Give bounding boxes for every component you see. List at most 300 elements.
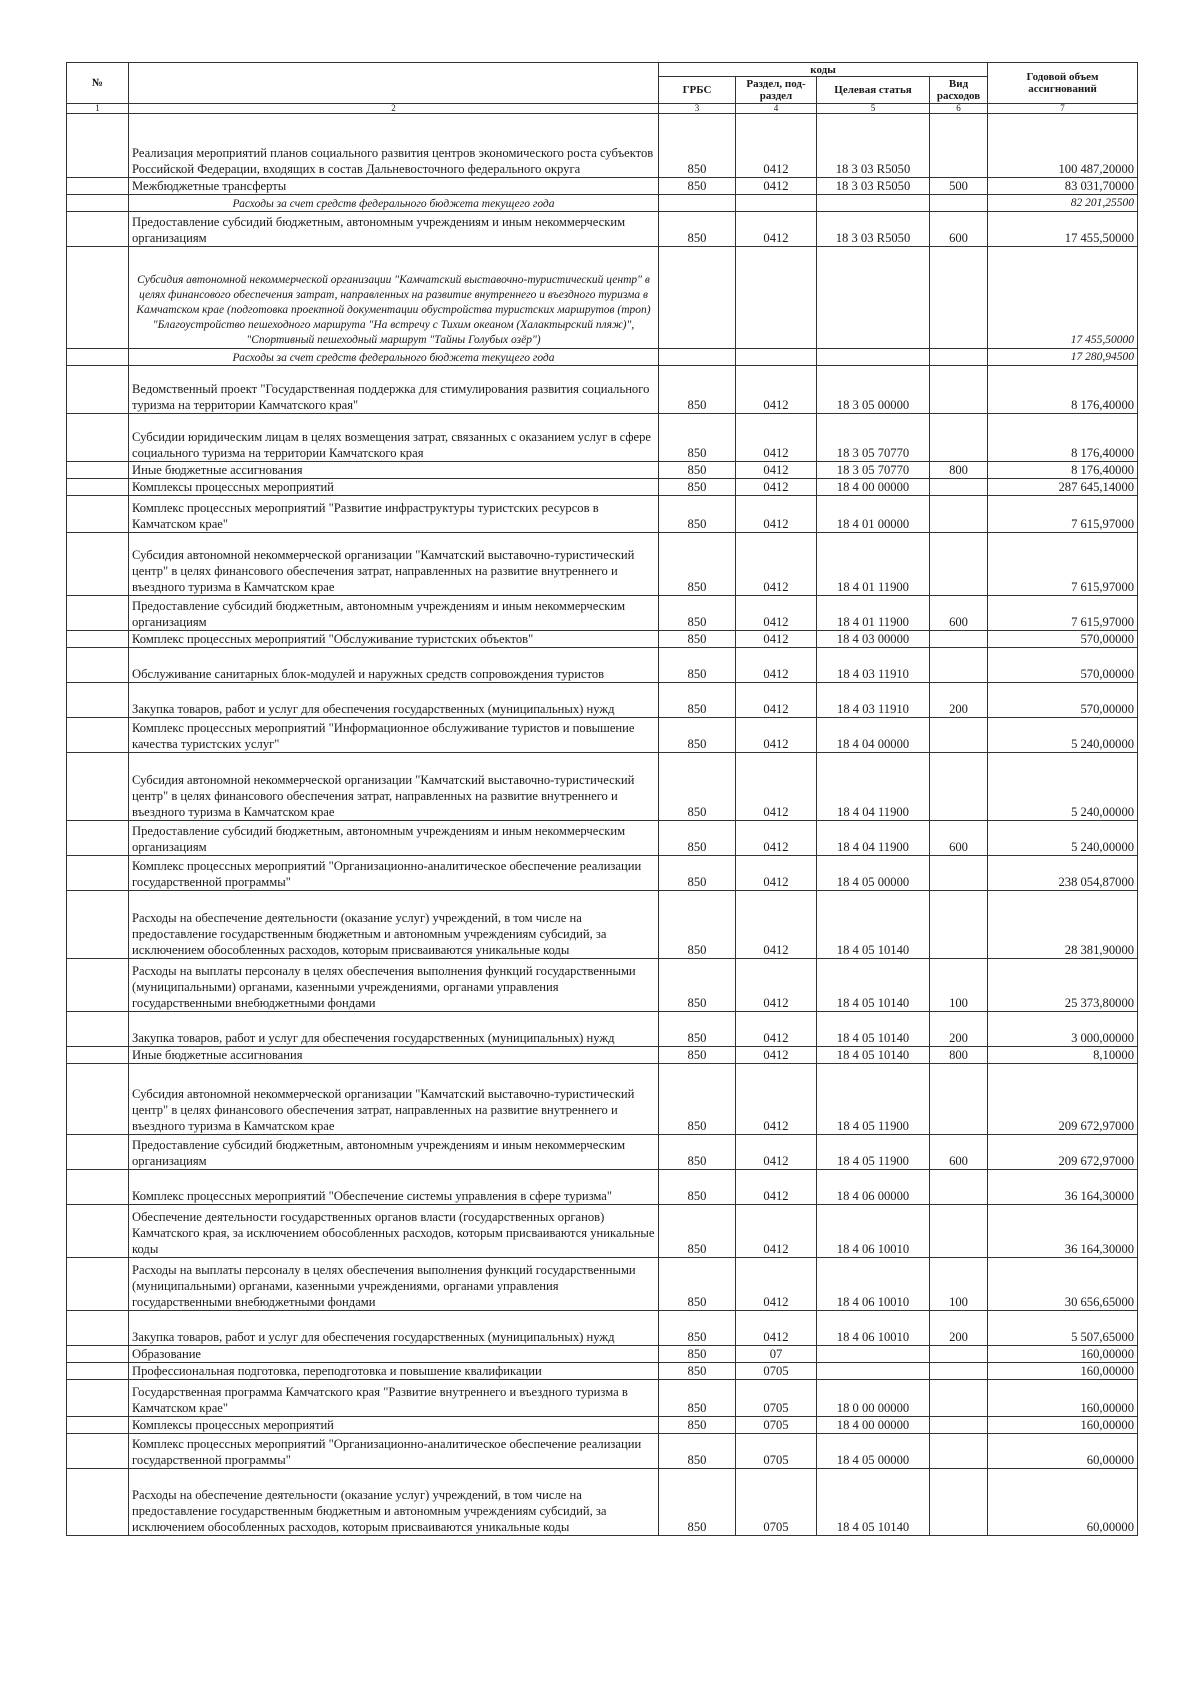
table-row: [67, 1380, 1138, 1417]
row-target-article: 18 4 04 11900: [817, 753, 930, 821]
row-target-article: 18 4 05 10140: [817, 891, 930, 959]
row-name: Закупка товаров, работ и услуг для обеспечения государственных (муниципальных) нужд: [129, 1311, 659, 1346]
row-name: Закупка товаров, работ и услуг для обеспечения государственных (муниципальных) нужд: [129, 683, 659, 718]
colnum: 7: [988, 104, 1138, 114]
row-section: 0412: [736, 648, 817, 683]
row-expense-kind: 600: [930, 596, 988, 631]
row-grbs: 850: [659, 414, 736, 462]
table-row: [67, 718, 1138, 753]
table-row: [67, 366, 1138, 414]
row-target-article: [817, 195, 930, 212]
row-expense-kind: 800: [930, 462, 988, 479]
row-expense-kind: [930, 856, 988, 891]
row-grbs: 850: [659, 959, 736, 1012]
header-target: Целевая статья: [817, 77, 930, 104]
row-section: 0412: [736, 596, 817, 631]
row-expense-kind: 100: [930, 959, 988, 1012]
row-expense-kind: [930, 414, 988, 462]
row-number: [67, 1434, 129, 1469]
row-section: 0412: [736, 496, 817, 533]
header-section: Раздел, под-раздел: [736, 77, 817, 104]
row-expense-kind: [930, 718, 988, 753]
table-row: [67, 195, 1138, 212]
row-name: Субсидия автономной некоммерческой организации "Камчатский выставочно-туристический центр" в целях финансового обеспечения затрат, направленных на развитие внутреннего и въездного туризма в Камчатском крае: [129, 753, 659, 821]
row-section: 0412: [736, 114, 817, 178]
table-row: [67, 1012, 1138, 1047]
colnum: 3: [659, 104, 736, 114]
row-target-article: 18 4 06 10010: [817, 1311, 930, 1346]
row-expense-kind: 200: [930, 683, 988, 718]
table-row: [67, 821, 1138, 856]
row-expense-kind: 600: [930, 1135, 988, 1170]
row-amount: 83 031,70000: [988, 178, 1138, 195]
row-grbs: 850: [659, 212, 736, 247]
row-section: 0412: [736, 631, 817, 648]
row-expense-kind: [930, 1346, 988, 1363]
table-row: [67, 1258, 1138, 1311]
table-row: [67, 533, 1138, 596]
row-expense-kind: 600: [930, 212, 988, 247]
row-number: [67, 596, 129, 631]
row-name: Комплекс процессных мероприятий "Обеспечение системы управления в сфере туризма": [129, 1170, 659, 1205]
row-target-article: 18 4 01 00000: [817, 496, 930, 533]
row-expense-kind: [930, 1417, 988, 1434]
row-target-article: 18 0 00 00000: [817, 1380, 930, 1417]
row-grbs: 850: [659, 1434, 736, 1469]
row-target-article: 18 3 05 70770: [817, 414, 930, 462]
row-expense-kind: [930, 1469, 988, 1536]
row-number: [67, 631, 129, 648]
table-row: [67, 1135, 1138, 1170]
row-number: [67, 1469, 129, 1536]
row-name: Реализация мероприятий планов социального развития центров экономического роста субъектов Российской Федерации, входящих в состав Дальневосточного федерального округа: [129, 114, 659, 178]
row-section: 0705: [736, 1469, 817, 1536]
row-amount: 5 507,65000: [988, 1311, 1138, 1346]
row-section: [736, 247, 817, 349]
table-row: [67, 414, 1138, 462]
header-no: №: [67, 63, 129, 104]
row-grbs: 850: [659, 596, 736, 631]
row-expense-kind: 600: [930, 821, 988, 856]
row-grbs: 850: [659, 856, 736, 891]
row-amount: 5 240,00000: [988, 753, 1138, 821]
row-amount: 160,00000: [988, 1363, 1138, 1380]
row-amount: 7 615,97000: [988, 596, 1138, 631]
row-section: 0705: [736, 1434, 817, 1469]
colnum: 2: [129, 104, 659, 114]
row-expense-kind: [930, 1064, 988, 1135]
row-expense-kind: [930, 1363, 988, 1380]
row-number: [67, 195, 129, 212]
row-amount: 30 656,65000: [988, 1258, 1138, 1311]
row-number: [67, 1047, 129, 1064]
row-target-article: [817, 247, 930, 349]
row-number: [67, 1170, 129, 1205]
table-row: [67, 114, 1138, 178]
header-name: [129, 63, 659, 104]
row-grbs: 850: [659, 1469, 736, 1536]
row-section: 0705: [736, 1417, 817, 1434]
row-grbs: 850: [659, 718, 736, 753]
row-name: Расходы за счет средств федерального бюджета текущего года: [129, 349, 659, 366]
row-amount: 8,10000: [988, 1047, 1138, 1064]
row-grbs: 850: [659, 479, 736, 496]
row-target-article: 18 3 03 R5050: [817, 212, 930, 247]
row-amount: 17 280,94500: [988, 349, 1138, 366]
row-target-article: 18 4 06 10010: [817, 1205, 930, 1258]
row-section: 0412: [736, 1135, 817, 1170]
row-target-article: 18 4 03 11910: [817, 648, 930, 683]
row-amount: 160,00000: [988, 1417, 1138, 1434]
row-section: 0412: [736, 856, 817, 891]
row-number: [67, 856, 129, 891]
row-number: [67, 1258, 129, 1311]
colnum: 1: [67, 104, 129, 114]
row-grbs: 850: [659, 1258, 736, 1311]
row-name: Комплекс процессных мероприятий "Информационное обслуживание туристов и повышение качества туристских услуг": [129, 718, 659, 753]
row-section: 0412: [736, 1047, 817, 1064]
row-amount: 3 000,00000: [988, 1012, 1138, 1047]
row-grbs: 850: [659, 533, 736, 596]
row-name: Комплексы процессных мероприятий: [129, 1417, 659, 1434]
row-amount: 5 240,00000: [988, 718, 1138, 753]
table-row: [67, 178, 1138, 195]
row-grbs: 850: [659, 1135, 736, 1170]
row-section: 0412: [736, 891, 817, 959]
row-number: [67, 1311, 129, 1346]
row-expense-kind: 200: [930, 1311, 988, 1346]
row-grbs: 850: [659, 462, 736, 479]
row-number: [67, 1346, 129, 1363]
row-grbs: 850: [659, 366, 736, 414]
row-expense-kind: [930, 479, 988, 496]
row-grbs: 850: [659, 648, 736, 683]
row-amount: 17 455,50000: [988, 247, 1138, 349]
row-section: 0412: [736, 1170, 817, 1205]
row-target-article: [817, 1363, 930, 1380]
row-target-article: 18 4 05 10140: [817, 1012, 930, 1047]
row-target-article: 18 3 05 70770: [817, 462, 930, 479]
row-name: Субсидия автономной некоммерческой организации "Камчатский выставочно-туристический центр" в целях финансового обеспечения затрат, направленных на развитие внутреннего и въездного туризма в Камчатском крае (подготовка проектной документации обустройства туристских маршрутов (троп) "Благоустройство пешеходного маршрута "На встречу с Тихим океаном (Халактырский пляж)", "Спортивный пешеходный маршрут "Тайны Голубых озёр"): [129, 247, 659, 349]
row-number: [67, 178, 129, 195]
row-amount: 36 164,30000: [988, 1170, 1138, 1205]
row-name: Расходы на выплаты персоналу в целях обеспечения выполнения функций государственными (муниципальными) органами, казенными учреждениями, органами управления государственными внебюджетными фондами: [129, 959, 659, 1012]
row-expense-kind: [930, 349, 988, 366]
row-amount: 570,00000: [988, 683, 1138, 718]
row-amount: 287 645,14000: [988, 479, 1138, 496]
row-name: Субсидии юридическим лицам в целях возмещения затрат, связанных с оказанием услуг в сфере социального туризма на территории Камчатского края: [129, 414, 659, 462]
table-row: [67, 596, 1138, 631]
header-grbs: ГРБС: [659, 77, 736, 104]
row-target-article: 18 3 03 R5050: [817, 178, 930, 195]
table-row: [67, 349, 1138, 366]
row-target-article: 18 4 01 11900: [817, 533, 930, 596]
row-grbs: [659, 349, 736, 366]
row-name: Предоставление субсидий бюджетным, автономным учреждениям и иным некоммерческим организациям: [129, 1135, 659, 1170]
row-name: Предоставление субсидий бюджетным, автономным учреждениям и иным некоммерческим организациям: [129, 821, 659, 856]
row-target-article: 18 4 06 10010: [817, 1258, 930, 1311]
row-section: [736, 349, 817, 366]
row-section: 0412: [736, 1258, 817, 1311]
row-name: Обслуживание санитарных блок-модулей и наружных средств сопровождения туристов: [129, 648, 659, 683]
table-row: [67, 1417, 1138, 1434]
row-number: [67, 212, 129, 247]
row-target-article: 18 4 05 10140: [817, 1469, 930, 1536]
row-target-article: 18 3 03 R5050: [817, 114, 930, 178]
row-amount: 17 455,50000: [988, 212, 1138, 247]
row-target-article: [817, 349, 930, 366]
row-section: 0412: [736, 821, 817, 856]
row-target-article: [817, 1346, 930, 1363]
row-expense-kind: [930, 496, 988, 533]
row-number: [67, 1417, 129, 1434]
row-number: [67, 821, 129, 856]
row-name: Расходы на обеспечение деятельности (оказание услуг) учреждений, в том числе на предоставление государственным бюджетным и автономным учреждениям субсидий, за исключением обособленных расходов, которым присваиваются уникальные коды: [129, 891, 659, 959]
row-expense-kind: [930, 631, 988, 648]
row-number: [67, 479, 129, 496]
row-number: [67, 1012, 129, 1047]
row-section: 0412: [736, 683, 817, 718]
row-grbs: 850: [659, 821, 736, 856]
row-number: [67, 753, 129, 821]
row-target-article: 18 4 05 11900: [817, 1135, 930, 1170]
row-section: 0412: [736, 533, 817, 596]
row-name: Закупка товаров, работ и услуг для обеспечения государственных (муниципальных) нужд: [129, 1012, 659, 1047]
row-target-article: 18 3 05 00000: [817, 366, 930, 414]
row-target-article: 18 4 03 00000: [817, 631, 930, 648]
row-section: 0412: [736, 366, 817, 414]
row-amount: 100 487,20000: [988, 114, 1138, 178]
row-section: 0412: [736, 1064, 817, 1135]
row-target-article: 18 4 05 00000: [817, 1434, 930, 1469]
row-number: [67, 1380, 129, 1417]
header-kind: Вид расходов: [930, 77, 988, 104]
table-row: [67, 1346, 1138, 1363]
row-name: Иные бюджетные ассигнования: [129, 1047, 659, 1064]
row-number: [67, 683, 129, 718]
row-amount: 8 176,40000: [988, 462, 1138, 479]
row-grbs: [659, 247, 736, 349]
row-section: 07: [736, 1346, 817, 1363]
row-name: Государственная программа Камчатского края "Развитие внутреннего и въездного туризма в Камчатском крае": [129, 1380, 659, 1417]
row-number: [67, 247, 129, 349]
row-section: 0412: [736, 1311, 817, 1346]
row-grbs: 850: [659, 1346, 736, 1363]
row-grbs: 850: [659, 1064, 736, 1135]
row-section: 0412: [736, 414, 817, 462]
row-expense-kind: [930, 114, 988, 178]
table-row: [67, 683, 1138, 718]
header-amount: Годовой объем ассигнований: [988, 63, 1138, 104]
colnum: 5: [817, 104, 930, 114]
row-amount: 82 201,25500: [988, 195, 1138, 212]
row-expense-kind: [930, 1170, 988, 1205]
row-grbs: 850: [659, 1170, 736, 1205]
row-name: Субсидия автономной некоммерческой организации "Камчатский выставочно-туристический центр" в целях финансового обеспечения затрат, направленных на развитие внутреннего и въездного туризма в Камчатском крае: [129, 1064, 659, 1135]
header-codes: коды: [659, 63, 988, 77]
row-number: [67, 648, 129, 683]
row-grbs: [659, 195, 736, 212]
row-amount: 7 615,97000: [988, 496, 1138, 533]
row-amount: 60,00000: [988, 1469, 1138, 1536]
row-amount: 238 054,87000: [988, 856, 1138, 891]
row-expense-kind: [930, 891, 988, 959]
row-grbs: 850: [659, 1047, 736, 1064]
row-name: Комплекс процессных мероприятий "Организационно-аналитическое обеспечение реализации государственной программы": [129, 856, 659, 891]
row-number: [67, 718, 129, 753]
row-target-article: 18 4 04 00000: [817, 718, 930, 753]
table-row: [67, 1170, 1138, 1205]
row-grbs: 850: [659, 496, 736, 533]
row-amount: 28 381,90000: [988, 891, 1138, 959]
row-number: [67, 366, 129, 414]
row-number: [67, 1135, 129, 1170]
table-row: [67, 1434, 1138, 1469]
row-section: 0412: [736, 753, 817, 821]
row-section: 0705: [736, 1380, 817, 1417]
row-name: Комплекс процессных мероприятий "Организационно-аналитическое обеспечение реализации государственной программы": [129, 1434, 659, 1469]
row-number: [67, 414, 129, 462]
row-grbs: 850: [659, 1311, 736, 1346]
row-target-article: 18 4 05 10140: [817, 959, 930, 1012]
row-expense-kind: 100: [930, 1258, 988, 1311]
row-expense-kind: [930, 648, 988, 683]
row-name: Комплекс процессных мероприятий "Развитие инфраструктуры туристских ресурсов в Камчатском крае": [129, 496, 659, 533]
table-row: [67, 1205, 1138, 1258]
row-expense-kind: [930, 533, 988, 596]
row-expense-kind: [930, 1380, 988, 1417]
row-name: Межбюджетные трансферты: [129, 178, 659, 195]
row-grbs: 850: [659, 683, 736, 718]
row-expense-kind: [930, 195, 988, 212]
row-number: [67, 1363, 129, 1380]
row-grbs: 850: [659, 1012, 736, 1047]
row-target-article: 18 4 01 11900: [817, 596, 930, 631]
row-number: [67, 462, 129, 479]
row-section: 0412: [736, 1012, 817, 1047]
row-target-article: 18 4 06 00000: [817, 1170, 930, 1205]
table-row: [67, 648, 1138, 683]
row-number: [67, 959, 129, 1012]
table-row: [67, 631, 1138, 648]
row-grbs: 850: [659, 1417, 736, 1434]
row-target-article: 18 4 05 11900: [817, 1064, 930, 1135]
colnum: 4: [736, 104, 817, 114]
row-target-article: 18 4 00 00000: [817, 1417, 930, 1434]
row-amount: 8 176,40000: [988, 414, 1138, 462]
row-name: Субсидия автономной некоммерческой организации "Камчатский выставочно-туристический центр" в целях финансового обеспечения затрат, направленных на развитие внутреннего и въездного туризма в Камчатском крае: [129, 533, 659, 596]
row-amount: 8 176,40000: [988, 366, 1138, 414]
row-name: Расходы на обеспечение деятельности (оказание услуг) учреждений, в том числе на предоставление государственным бюджетным и автономным учреждениям субсидий, за исключением обособленных расходов, которым присваиваются уникальные коды: [129, 1469, 659, 1536]
row-name: Расходы на выплаты персоналу в целях обеспечения выполнения функций государственными (муниципальными) органами, казенными учреждениями, органами управления государственными внебюджетными фондами: [129, 1258, 659, 1311]
row-target-article: 18 4 05 00000: [817, 856, 930, 891]
row-name: Комплекс процессных мероприятий "Обслуживание туристских объектов": [129, 631, 659, 648]
colnum: 6: [930, 104, 988, 114]
row-amount: 36 164,30000: [988, 1205, 1138, 1258]
row-number: [67, 496, 129, 533]
row-expense-kind: [930, 247, 988, 349]
row-name: Расходы за счет средств федерального бюджета текущего года: [129, 195, 659, 212]
row-expense-kind: 800: [930, 1047, 988, 1064]
row-expense-kind: 200: [930, 1012, 988, 1047]
row-name: Ведомственный проект "Государственная поддержка для стимулирования развития социального туризма на территории Камчатского края": [129, 366, 659, 414]
row-expense-kind: 500: [930, 178, 988, 195]
row-number: [67, 1205, 129, 1258]
table-row: [67, 753, 1138, 821]
row-section: 0412: [736, 462, 817, 479]
row-grbs: 850: [659, 178, 736, 195]
column-number-row: [67, 104, 1138, 114]
row-number: [67, 114, 129, 178]
row-amount: 5 240,00000: [988, 821, 1138, 856]
row-amount: 60,00000: [988, 1434, 1138, 1469]
row-name: Предоставление субсидий бюджетным, автономным учреждениям и иным некоммерческим организациям: [129, 212, 659, 247]
table-row: [67, 856, 1138, 891]
row-grbs: 850: [659, 114, 736, 178]
row-amount: 209 672,97000: [988, 1064, 1138, 1135]
budget-table: [66, 62, 1138, 1536]
row-amount: 7 615,97000: [988, 533, 1138, 596]
row-expense-kind: [930, 1205, 988, 1258]
row-section: 0412: [736, 1205, 817, 1258]
row-name: Комплексы процессных мероприятий: [129, 479, 659, 496]
table-row: [67, 247, 1138, 349]
table-row: [67, 891, 1138, 959]
row-amount: 570,00000: [988, 648, 1138, 683]
table-row: [67, 462, 1138, 479]
row-number: [67, 891, 129, 959]
table-row: [67, 1363, 1138, 1380]
table-row: [67, 1311, 1138, 1346]
row-number: [67, 1064, 129, 1135]
row-target-article: 18 4 03 11910: [817, 683, 930, 718]
table-row: [67, 1064, 1138, 1135]
table-row: [67, 479, 1138, 496]
row-section: [736, 195, 817, 212]
row-amount: 25 373,80000: [988, 959, 1138, 1012]
row-target-article: 18 4 00 00000: [817, 479, 930, 496]
row-target-article: 18 4 04 11900: [817, 821, 930, 856]
row-expense-kind: [930, 366, 988, 414]
row-name: Профессиональная подготовка, переподготовка и повышение квалификации: [129, 1363, 659, 1380]
row-grbs: 850: [659, 753, 736, 821]
row-grbs: 850: [659, 1380, 736, 1417]
row-number: [67, 533, 129, 596]
row-expense-kind: [930, 753, 988, 821]
row-name: Образование: [129, 1346, 659, 1363]
row-number: [67, 349, 129, 366]
row-amount: 160,00000: [988, 1346, 1138, 1363]
row-name: Предоставление субсидий бюджетным, автономным учреждениям и иным некоммерческим организациям: [129, 596, 659, 631]
row-grbs: 850: [659, 1205, 736, 1258]
row-section: 0412: [736, 178, 817, 195]
row-section: 0412: [736, 212, 817, 247]
table-row: [67, 212, 1138, 247]
row-target-article: 18 4 05 10140: [817, 1047, 930, 1064]
row-section: 0705: [736, 1363, 817, 1380]
row-section: 0412: [736, 959, 817, 1012]
row-grbs: 850: [659, 1363, 736, 1380]
row-grbs: 850: [659, 631, 736, 648]
row-expense-kind: [930, 1434, 988, 1469]
row-amount: 160,00000: [988, 1380, 1138, 1417]
row-section: 0412: [736, 718, 817, 753]
table-row: [67, 1047, 1138, 1064]
table-row: [67, 1469, 1138, 1536]
row-section: 0412: [736, 479, 817, 496]
table-body: [67, 114, 1138, 1536]
row-amount: 209 672,97000: [988, 1135, 1138, 1170]
